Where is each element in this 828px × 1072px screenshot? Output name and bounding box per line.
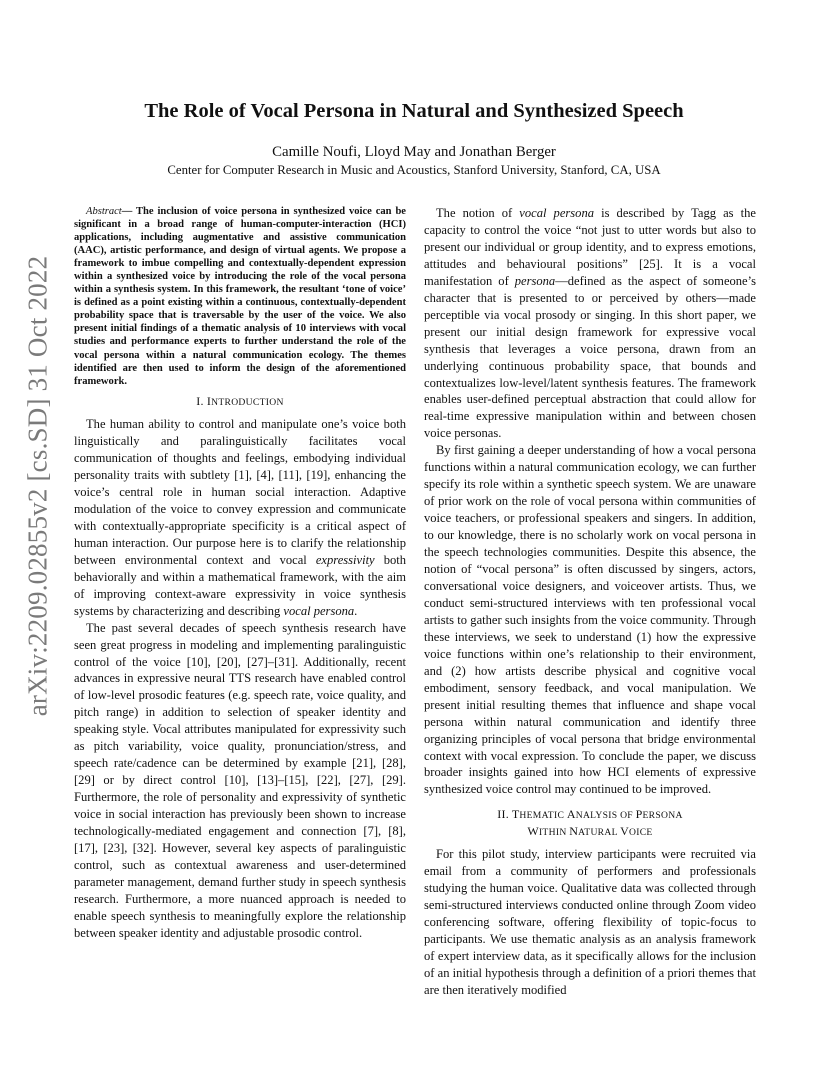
paper-authors: Camille Noufi, Lloyd May and Jonathan Berger [272, 144, 556, 160]
right-paragraph-2: By first gaining a deeper understanding of how a vocal persona functions within a natural communication ecology, we can further specify its role within a synthetic speech system. We are unaware of prior work on the role of vocal persona within communities of voice teachers, or professional speakers and singers. In addition, to our knowledge, there is no scholarly work on vocal persona in the speech technologies communities. Despite this absence, the notion of “vocal persona” is often discussed by singers, actors, conversational voice designers, and voiceover artists. Thus, we conduct semi-structured interviews with ten professional vocal artists to gather such insights from the voice community. Through these interviews, we seek to understand (1) how the expressive voice functions within one’s relationship to their environment, and (2) how artists describe physical and cognitive vocal embodiment, sensory feedback, and vocal manipulation. We present initial resulting themes that influence and shape vocal persona within natural communication and identify three organizing principles of vocal persona that bridge environmental context with vocal expression. To conclude the paper, we discuss broader insights gained into how HCI elements of expressive synthesized voice control may continued to be improved. [424, 443, 756, 797]
section-initial: A [566, 807, 576, 822]
text-run: is described by Tagg as the capacity to control the voice “not just to utter words but also to present our individual or group identity, and to express emotions, attitudes and behavioural positions” [25]. It is a vocal manifestation of [424, 206, 756, 288]
emphasis: vocal persona [283, 603, 355, 618]
text-run: —defined as the aspect of someone’s character that is presented to or perceived by others—made perceptible via vocal prosody or singing. In this short paper, we present our initial design framework for expressive vocal synthesis that leverages a voice persona, drawn from an underlying continuous probability space, that bounds and contextualizes low-level/latent synthesis features. The framework enables user-defined perceptual abstraction that could allow for real-time expressive manipulation within and between chosen voice personas. [424, 273, 756, 441]
section-heading-thematic-analysis [424, 807, 756, 840]
right-column [424, 205, 756, 999]
abstract-text: — The inclusion of voice persona in synthesized voice can be significant in a broad range of human-computer-interaction (HCI) applications, including augmentative and assistive communication (AAC), artistic performance, and design of virtual agents. We propose a framework to imbue compelling and contextually-dependent expression within a synthesized voice by introducing the role of the vocal persona within a synthesis system. In this framework, the resultant ‘tone of voice’ is defined as a point existing within a continuous, contextually-dependent probability space that is traversable by the user of the voice. We also present initial findings of a thematic analysis of 10 interviews with vocal studies and performance experts to further understand the role of the vocal persona within a natural communication ecology. The themes identified are then used to inform the design of the aforementioned framework. [74, 206, 406, 387]
section-numeral: II. [497, 807, 512, 822]
text-run: The notion of [436, 206, 520, 220]
section-rest: ATURAL [578, 826, 621, 838]
abstract [74, 205, 406, 388]
section-rest: NALYSIS OF [575, 810, 636, 822]
arxiv-sidebar-stamp [18, 255, 58, 717]
emphasis: expressivity [315, 552, 375, 567]
intro-paragraph-1 [74, 416, 406, 619]
emphasis: persona [514, 273, 556, 288]
section-initial: N [569, 823, 579, 838]
section-rest: ERSONA [642, 810, 683, 822]
text-run: . [354, 603, 358, 618]
abstract-lead: Abstract [86, 206, 122, 217]
section-rest: ITHIN [538, 826, 570, 838]
section-initial: I [206, 393, 212, 408]
section-rest: HEMATIC [519, 810, 567, 822]
intro-paragraph-2: The past several decades of speech synthesis research have seen great progress in modeling and implementing paralinguistic control of the voice [10], [20], [27]–[31]. Additionally, recent advances in expressive neural TTS research have enabled control of low-level prosodic features (e.g. speech rate, voice quality, and pitch range) in addition to selection of speaker identity and speaking style. Vocal attributes manipulated for expressivity such as pitch variability, voice quality, pronunciation/stress, and speech rate/cadence can be determined by example [21], [28], [29] or by direct control [10], [13]–[15], [22], [27], [29]. Furthermore, the role of personality and expressivity of synthetic voice in social interaction has previously been shown to increase technologically-mediated engagement and connection [7], [8], [17], [23], [32]. However, several key aspects of paralinguistic control, such as contextual awareness and user-determined parameter management, demand further study in speech synthesis research. Furthermore, a more nuanced approach is needed to enable speech synthesis to meaningfully explore the relationship between speaker identity and adjustable prosodic control. [74, 620, 406, 940]
thematic-paragraph-1: For this pilot study, interview participants were recruited via email from a community of performers and professionals studying the human voice. Qualitative data was collected through semi-structured interviews conducted online through Zoom video conferencing software, offering flexibility of topic-focus to participants. We use thematic analysis as an analysis framework of expert interview data, as it specifically allows for the inclusion of an initial hypothesis through a definition of a priori themes that are then iteratively modified [424, 847, 756, 997]
section-rest: NTRODUCTION [211, 396, 284, 408]
text-run: both behaviorally and within a mathematical framework, with the aim of improving context-aware expressivity in voice synthesis systems by characterizing and describing [74, 552, 407, 618]
paper-affiliation: Center for Computer Research in Music and Acoustics, Stanford University, Stanford, CA, USA [167, 163, 661, 177]
right-paragraph-1 [424, 205, 756, 442]
section-initial: P [635, 807, 643, 822]
section-initial: W [527, 823, 539, 838]
emphasis: vocal persona [519, 206, 594, 220]
section-numeral: I. [196, 393, 207, 408]
section-initial: T [511, 807, 520, 822]
left-column [74, 205, 406, 942]
section-rest: OICE [628, 826, 653, 838]
section-heading-introduction [74, 394, 406, 411]
section-initial: V [620, 823, 629, 838]
paper-title: The Role of Vocal Persona in Natural and Synthesized Speech [144, 100, 684, 122]
text-run: The human ability to control and manipulate one’s voice both linguistically and paralinguistically facilitates vocal communication of thoughts and feelings, embodying individual personality traits with subtlety [1], [4], [11], [19], enhancing the voice’s central role in human social interaction. Adaptive modulation of the voice to convey expression and communicate with contextually-appropriate specificity is a critical aspect of human interaction. Our purpose here is to clarify the relationship between environmental context and vocal [74, 417, 406, 567]
arxiv-identifier: arXiv:2209.02855v2 [cs.SD] 31 Oct 2022 [22, 255, 53, 717]
